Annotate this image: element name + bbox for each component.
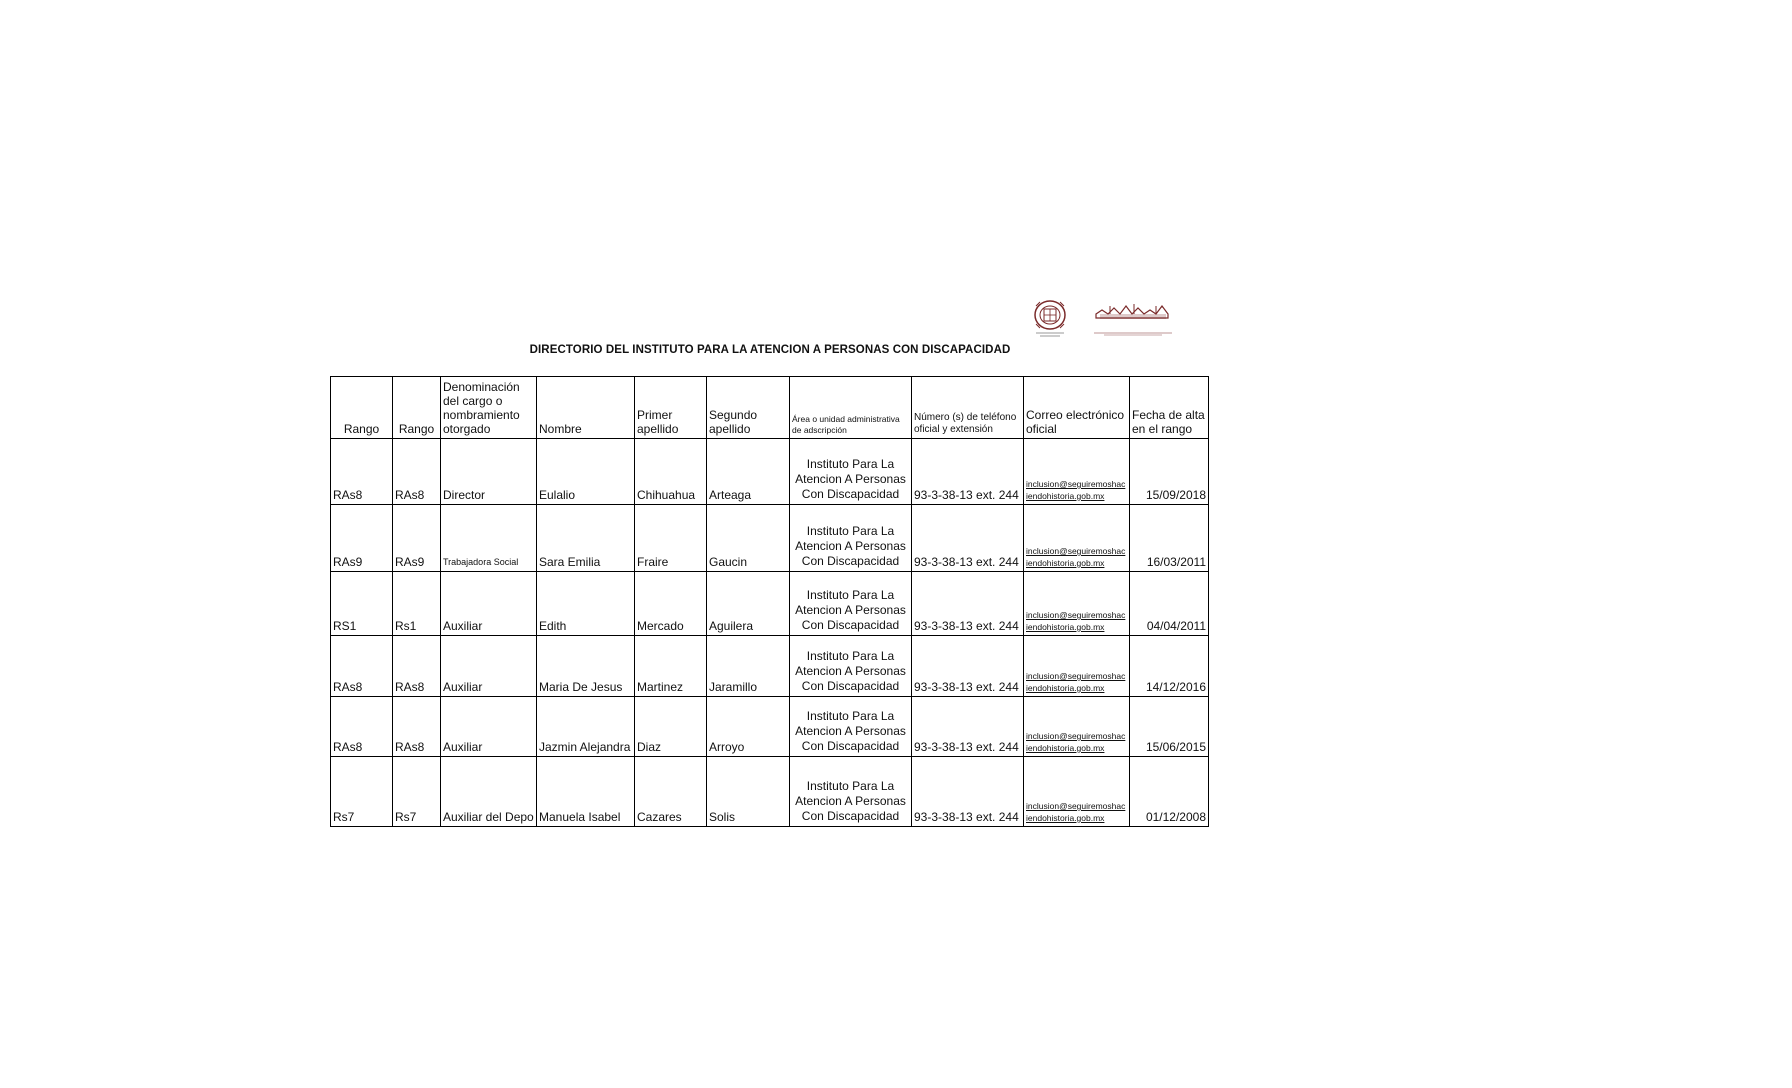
- cell-rango-1: RAs8: [331, 636, 393, 697]
- header-rango-2: Rango: [393, 377, 441, 439]
- cell-nombre: Jazmin Alejandra: [537, 697, 635, 757]
- cell-area: Instituto Para La Atencion A Personas Con Discapacidad: [790, 572, 912, 636]
- cell-rango-2: RAs8: [393, 697, 441, 757]
- cell-rango-2: Rs1: [393, 572, 441, 636]
- header-logos: [1030, 296, 1180, 340]
- header-cargo: Denominación del cargo o nombramiento otorgado: [441, 377, 537, 439]
- cell-rango-1: RAs8: [331, 439, 393, 505]
- header-telefono: Número (s) de teléfono oficial y extensión: [912, 377, 1024, 439]
- table-row: [331, 505, 1209, 572]
- table-row: [331, 439, 1209, 505]
- cell-correo-link[interactable]: inclusion@seguiremoshaciendohistoria.gob.mx: [1024, 636, 1130, 697]
- cell-fecha: 04/04/2011: [1130, 572, 1209, 636]
- cell-fecha: 14/12/2016: [1130, 636, 1209, 697]
- cell-telefono: 93-3-38-13 ext. 244: [912, 636, 1024, 697]
- cell-primer-apellido: Diaz: [635, 697, 707, 757]
- cell-area: Instituto Para La Atencion A Personas Con Discapacidad: [790, 697, 912, 757]
- cell-correo-link[interactable]: inclusion@seguiremoshaciendohistoria.gob.mx: [1024, 757, 1130, 827]
- header-segundo-apellido: Segundo apellido: [707, 377, 790, 439]
- cell-primer-apellido: Cazares: [635, 757, 707, 827]
- cell-area: Instituto Para La Atencion A Personas Con Discapacidad: [790, 505, 912, 572]
- table-row: [331, 572, 1209, 636]
- cell-area: Instituto Para La Atencion A Personas Con Discapacidad: [790, 757, 912, 827]
- header-fecha: Fecha de alta en el rango: [1130, 377, 1209, 439]
- cell-fecha: 16/03/2011: [1130, 505, 1209, 572]
- header-primer-apellido: Primer apellido: [635, 377, 707, 439]
- cell-rango-2: RAs8: [393, 636, 441, 697]
- cell-cargo: Trabajadora Social: [441, 505, 537, 572]
- cell-telefono: 93-3-38-13 ext. 244: [912, 572, 1024, 636]
- cell-rango-2: RAs8: [393, 439, 441, 505]
- cell-primer-apellido: Mercado: [635, 572, 707, 636]
- page-title: DIRECTORIO DEL INSTITUTO PARA LA ATENCION A PERSONAS CON DISCAPACIDAD: [529, 344, 1011, 356]
- fresnillo-logo: [1090, 300, 1176, 336]
- header-nombre: Nombre: [537, 377, 635, 439]
- cell-nombre: Eulalio: [537, 439, 635, 505]
- table-header-row: [331, 377, 1209, 439]
- table-row: [331, 757, 1209, 827]
- cell-telefono: 93-3-38-13 ext. 244: [912, 505, 1024, 572]
- cell-cargo: Auxiliar del Depo: [441, 757, 537, 827]
- cell-segundo-apellido: Aguilera: [707, 572, 790, 636]
- cell-segundo-apellido: Arroyo: [707, 697, 790, 757]
- cell-fecha: 15/06/2015: [1130, 697, 1209, 757]
- cell-telefono: 93-3-38-13 ext. 244: [912, 697, 1024, 757]
- cell-correo-link[interactable]: inclusion@seguiremoshaciendohistoria.gob.mx: [1024, 439, 1130, 505]
- cell-cargo: Director: [441, 439, 537, 505]
- header-correo: Correo electrónico oficial: [1024, 377, 1130, 439]
- cell-rango-1: RS1: [331, 572, 393, 636]
- cell-rango-2: RAs9: [393, 505, 441, 572]
- cell-nombre: Sara Emilia: [537, 505, 635, 572]
- directory-table: [330, 376, 1209, 827]
- cell-segundo-apellido: Solis: [707, 757, 790, 827]
- cell-segundo-apellido: Jaramillo: [707, 636, 790, 697]
- cell-fecha: 15/09/2018: [1130, 439, 1209, 505]
- cell-rango-1: RAs8: [331, 697, 393, 757]
- cell-telefono: 93-3-38-13 ext. 244: [912, 757, 1024, 827]
- cell-primer-apellido: Fraire: [635, 505, 707, 572]
- cell-rango-1: Rs7: [331, 757, 393, 827]
- cell-rango-2: Rs7: [393, 757, 441, 827]
- cell-correo-link[interactable]: inclusion@seguiremoshaciendohistoria.gob.mx: [1024, 572, 1130, 636]
- cell-fecha: 01/12/2008: [1130, 757, 1209, 827]
- table-row: [331, 697, 1209, 757]
- cell-nombre: Manuela Isabel: [537, 757, 635, 827]
- cell-segundo-apellido: Gaucin: [707, 505, 790, 572]
- cell-area: Instituto Para La Atencion A Personas Con Discapacidad: [790, 636, 912, 697]
- cell-nombre: Edith: [537, 572, 635, 636]
- cell-cargo: Auxiliar: [441, 636, 537, 697]
- header-area: Área o unidad administrativa de adscripción: [790, 377, 912, 439]
- table-row: [331, 636, 1209, 697]
- cell-primer-apellido: Martinez: [635, 636, 707, 697]
- cell-segundo-apellido: Arteaga: [707, 439, 790, 505]
- cell-correo-link[interactable]: inclusion@seguiremoshaciendohistoria.gob.mx: [1024, 697, 1130, 757]
- cell-cargo: Auxiliar: [441, 697, 537, 757]
- header-rango-1: Rango: [331, 377, 393, 439]
- cell-correo-link[interactable]: inclusion@seguiremoshaciendohistoria.gob.mx: [1024, 505, 1130, 572]
- cell-cargo: Auxiliar: [441, 572, 537, 636]
- municipal-seal-logo: [1030, 298, 1074, 338]
- cell-area: Instituto Para La Atencion A Personas Con Discapacidad: [790, 439, 912, 505]
- cell-nombre: Maria De Jesus: [537, 636, 635, 697]
- cell-telefono: 93-3-38-13 ext. 244: [912, 439, 1024, 505]
- cell-rango-1: RAs9: [331, 505, 393, 572]
- cell-primer-apellido: Chihuahua: [635, 439, 707, 505]
